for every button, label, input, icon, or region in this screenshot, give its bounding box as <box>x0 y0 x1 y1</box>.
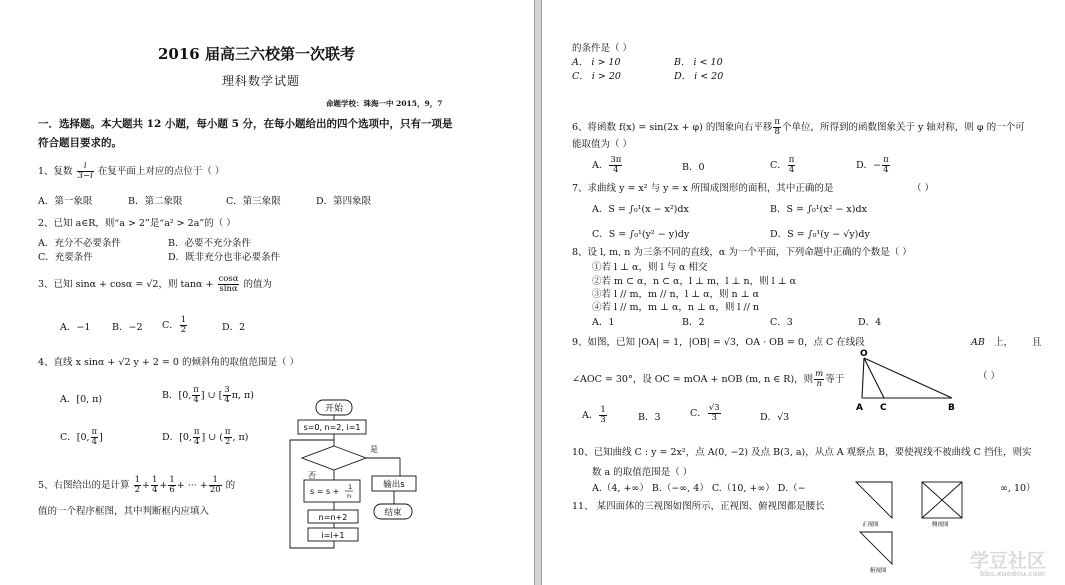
front-view-label: 正视图 <box>862 522 879 528</box>
front-view-triangle <box>856 482 892 518</box>
site-watermark: 学豆社区 <box>970 550 1047 572</box>
question-2: 2、已知 a∈R，则“a > 2”是“a² > 2a”的（ ） <box>38 218 236 229</box>
q4-d-frac1 <box>193 428 201 447</box>
q5-suffix: 的 <box>225 479 236 491</box>
q6-line-2: 能取值为（ ） <box>572 139 633 150</box>
q8-option-b: B．2 <box>682 317 705 328</box>
q1-num: i <box>77 162 94 172</box>
program-flowchart <box>286 396 416 556</box>
q5-n2: 1 <box>151 475 158 485</box>
q3-c-num: 1 <box>180 315 187 325</box>
q9-option-a <box>582 406 608 425</box>
flow-yes-label: 是 <box>370 445 378 454</box>
q3-prefix: 3、已知 sinα + cosα = √2，则 tanα + <box>38 278 214 290</box>
q9-paren: （ ） <box>978 371 1001 382</box>
q3-suffix: 的值为 <box>243 278 273 290</box>
q9-triangle-figure <box>854 348 964 418</box>
q2-option-b: B．必要不充分条件 <box>168 238 251 249</box>
q4-d-n1: π <box>193 427 200 437</box>
q6-d-den: 4 <box>883 164 889 175</box>
q10-options: A.（4, +∞） B.（−∞, 4） C.（10, +∞） D.（− <box>592 483 806 494</box>
q9-qie: 且 <box>1032 337 1042 348</box>
q6-d-num: π <box>883 155 889 165</box>
flow-init-label: s=0, n=2, i=1 <box>303 423 361 432</box>
q4-b-pre: B．[0, <box>162 389 192 401</box>
q9-segment-ob <box>864 358 952 398</box>
q5-frac-2 <box>151 476 158 495</box>
q8-statement-1: ①若 l ⊥ α，则 l 与 α 相交 <box>592 262 708 273</box>
q9-a-frac <box>599 406 606 425</box>
q8-statement-4: ④若 l // m，m ⊥ α，n ⊥ α，则 l // n <box>592 302 760 313</box>
q7-option-a: A．S = ∫₀¹(x − x²)dx <box>592 204 689 215</box>
q4-c-n: π <box>91 427 98 437</box>
q4-b-d2: 4 <box>224 394 230 405</box>
question-8: 8、设 l, m, n 为三条不同的直线，α 为一个平面，下列命题中正确的个数是（ ） <box>572 247 912 258</box>
q4-option-c <box>60 428 103 447</box>
q5-n4: 1 <box>209 476 222 486</box>
q6-a-label: A． <box>592 159 609 171</box>
question-6 <box>572 118 1025 137</box>
q1-fraction <box>77 162 94 181</box>
q3-option-b: B．−2 <box>112 322 143 333</box>
q5-dots: + ··· + <box>176 479 208 491</box>
question-3 <box>38 275 272 294</box>
q9-label-b: B <box>948 403 955 413</box>
q7-option-d: D．S = ∫₀¹(y − √y)dy <box>770 229 870 240</box>
q9-label-a: A <box>856 403 863 413</box>
flow-update-den: n <box>347 492 352 500</box>
q8-option-a: A．1 <box>592 317 615 328</box>
q9-shang: 上， <box>994 337 1014 348</box>
q6-c-label: C． <box>770 159 787 171</box>
question-9: 9、如图，已知 |OA| = 1，|OB| = √3，OA · OB = 0，点 C 在线段 <box>572 337 865 348</box>
q8-option-d: D．4 <box>858 317 882 328</box>
question-4: 4、直线 x sinα + √2 y + 2 = 0 的倾斜角的取值范围是（ ） <box>38 357 299 368</box>
q6-a-den: 4 <box>613 164 619 175</box>
q6-fraction <box>773 118 781 137</box>
flow-output-label: 输出s <box>383 480 405 490</box>
q4-option-a: A．[0, π) <box>60 394 103 405</box>
q6-prefix: 6、将函数 f(x) = sin(2x + φ) 的图象向右平移 <box>572 121 773 133</box>
q5-option-b: B． i < 10 <box>674 57 723 68</box>
q1-option-a: A．第一象限 <box>38 196 93 207</box>
side-view-label: 侧视图 <box>932 522 949 528</box>
q9-line2-suffix: 等于 <box>825 373 845 385</box>
q9-c-label: C． <box>690 407 707 419</box>
top-view-triangle <box>860 532 892 564</box>
q4-b-d1: 4 <box>193 394 199 405</box>
question-7: 7、求曲线 y = x² 与 y = x 所围成图形的面积，其中正确的是 <box>572 183 834 194</box>
q6-c-num: π <box>788 155 795 165</box>
section-heading-line1: 一．选择题。本大题共 12 小题，每小题 5 分，在每小题给出的四个选项中，只有一项是 <box>38 118 453 130</box>
q2-option-a: A．充分不必要条件 <box>38 238 121 249</box>
exam-author-line: 命题学校：珠海一中 2015，9，7 <box>326 99 443 108</box>
q7-option-b: B．S = ∫₀¹(x² − x)dx <box>770 204 867 215</box>
q8-option-c: C．3 <box>770 317 793 328</box>
q6-num: π <box>774 117 780 127</box>
q5-tail: 的条件是（ ） <box>572 43 633 54</box>
q5-d2: 4 <box>151 484 158 495</box>
question-5 <box>38 476 235 495</box>
q6-d-frac <box>882 156 890 175</box>
top-view-label: 俯视图 <box>870 568 887 574</box>
q4-d-post: , π) <box>232 431 249 443</box>
q4-d-pre: D．[0, <box>162 431 192 443</box>
q6-option-b: B．0 <box>682 162 705 173</box>
q9-c-den: 3 <box>711 412 717 423</box>
q4-b-frac1 <box>192 386 200 405</box>
q5-option-d: D． i < 20 <box>674 71 724 82</box>
q5-frac-3 <box>168 476 175 495</box>
q4-c-d: 4 <box>91 436 98 447</box>
q9-mn-frac <box>814 370 824 389</box>
q5-d1: 2 <box>134 484 140 495</box>
flow-end-label: 结束 <box>384 508 402 518</box>
site-watermark-url: bbs.xuedou.com <box>980 570 1045 578</box>
q9-c-num: √3 <box>708 403 720 413</box>
q1-option-c: C．第三象限 <box>226 196 281 207</box>
q9-a-den: 3 <box>600 414 606 425</box>
q8-statement-3: ③若 l // m，m // n，l ⊥ α，则 n ⊥ α <box>592 289 760 300</box>
flow-step-n-label: n=n+2 <box>318 513 348 522</box>
q5-option-a: A． i > 10 <box>572 57 621 68</box>
q9-segment-oc <box>864 358 884 398</box>
q4-d-frac2 <box>224 428 232 447</box>
q3-num: cosα <box>218 274 239 284</box>
q9-mn-num: m <box>815 369 824 379</box>
q3-fraction <box>218 275 240 294</box>
question-11: 11、 某四面体的三视图如图所示，正视图、俯视图都是腰长 <box>572 501 825 512</box>
q4-b-mid: ] ∪ [ <box>200 389 223 401</box>
q5-d4: 20 <box>209 484 221 495</box>
question-10: 10、已知曲线 C : y = 2x²，点 A(0, −2) 及点 B(3, a)，从点 A 观察点 B，要使视线不被曲线 C 挡住，则实 <box>572 447 1032 458</box>
q5-n3: 1 <box>169 475 175 485</box>
q3-den: sinα <box>219 283 238 294</box>
q4-c-pre: C．[0, <box>60 431 90 443</box>
flow-decision-diamond <box>302 446 366 470</box>
q6-d-label: D．− <box>856 159 882 171</box>
q1-option-b: B．第二象限 <box>128 196 183 207</box>
q3-option-c <box>162 316 188 335</box>
q9-segment-oa <box>862 358 864 398</box>
q4-b-post: π, π) <box>231 389 254 401</box>
q9-line2-prefix: ∠AOC = 30°，设 OC = mOA + nOB (m, n ∈ R)，则 <box>572 373 814 385</box>
q10-line-2: 数 a 的取值范围是（ ） <box>592 467 693 478</box>
q4-option-d <box>162 428 249 447</box>
q2-option-d: D．既非充分也非必要条件 <box>168 252 281 263</box>
q4-option-b <box>162 386 254 405</box>
q4-c-frac <box>91 428 99 447</box>
q6-a-frac <box>609 156 622 175</box>
q5-n1: 1 <box>134 475 140 485</box>
q3-c-fraction <box>180 316 187 335</box>
q4-d-d1: 4 <box>193 436 200 447</box>
q4-b-frac2 <box>223 386 230 405</box>
q6-a-num: 3π <box>610 155 622 165</box>
exam-title: 2016 届高三六校第一次联考 <box>158 45 355 63</box>
q2-option-c: C．充要条件 <box>38 252 93 263</box>
q9-line-2 <box>572 370 844 389</box>
q10-options-tail: ∞, 10） <box>1000 483 1036 494</box>
q5-plus-2: + <box>159 479 168 491</box>
q9-c-frac <box>708 404 721 423</box>
q9-option-c <box>690 404 722 423</box>
q6-suffix: 个单位，所得到的函数图象关于 y 轴对称，则 φ 的一个可 <box>781 121 1025 133</box>
q4-b-n2: 3 <box>224 385 230 395</box>
q5-plus-1: + <box>142 479 150 491</box>
q1-prefix: 1、复数 <box>38 165 73 177</box>
q9-mn-den: n <box>816 378 822 389</box>
q1-suffix: 在复平面上对应的点位于（ ） <box>97 165 225 177</box>
q5-frac-1 <box>134 476 141 495</box>
q9-label-c: C <box>880 403 887 413</box>
q9-label-o: O <box>860 349 868 359</box>
exam-subtitle: 理科数学试题 <box>222 74 301 88</box>
flow-start-label: 开始 <box>324 404 344 414</box>
q3-c-label: C． <box>162 319 179 331</box>
q5-d3: 6 <box>169 484 175 495</box>
q1-den: 3−i <box>77 170 93 181</box>
q9-ab: AB <box>971 337 985 348</box>
q6-option-c <box>770 156 796 175</box>
q4-d-n2: π <box>224 427 231 437</box>
q9-option-b: B．3 <box>638 412 661 423</box>
section-heading-line2: 符合题目要求的。 <box>38 137 122 149</box>
q5-prefix: 5、右图给出的是计算 <box>38 479 130 491</box>
q9-a-num: 1 <box>600 405 606 415</box>
q3-option-a: A．−1 <box>60 322 91 333</box>
flow-no-label: 否 <box>308 471 316 480</box>
page-gutter <box>534 0 542 585</box>
q6-den: 8 <box>774 126 780 137</box>
q6-option-d <box>856 156 891 175</box>
q4-b-n1: π <box>193 385 199 395</box>
q3-c-den: 2 <box>180 324 187 335</box>
q4-d-d2: 2 <box>224 436 231 447</box>
q9-a-label: A． <box>582 409 599 421</box>
q5-line-2: 值的一个程序框图，其中判断框内应填入 <box>38 506 210 517</box>
q6-option-a <box>592 156 623 175</box>
flow-step-i-label: i=i+1 <box>321 531 345 540</box>
q5-frac-4 <box>209 476 222 495</box>
q4-d-mid: ] ∪ ( <box>201 431 223 443</box>
q3-option-d: D．2 <box>222 322 246 333</box>
q6-c-den: 4 <box>788 164 795 175</box>
question-1 <box>38 162 224 181</box>
q8-statement-2: ②若 m ⊂ α，n ⊂ α，l ⊥ m，l ⊥ n，则 l ⊥ α <box>592 276 797 287</box>
flow-update-num: 1 <box>348 483 353 491</box>
q9-option-d: D．√3 <box>760 412 790 423</box>
q1-option-d: D．第四象限 <box>316 196 372 207</box>
q6-c-frac <box>788 156 796 175</box>
flow-update-label: s = s + <box>310 487 340 496</box>
exam-page-right <box>542 0 1065 585</box>
q7-option-c: C．S = ∫₀¹(y² − y)dy <box>592 229 690 240</box>
q4-c-post: ] <box>99 431 103 443</box>
q5-option-c: C． i > 20 <box>572 71 621 82</box>
q7-paren: （ ） <box>912 183 935 194</box>
